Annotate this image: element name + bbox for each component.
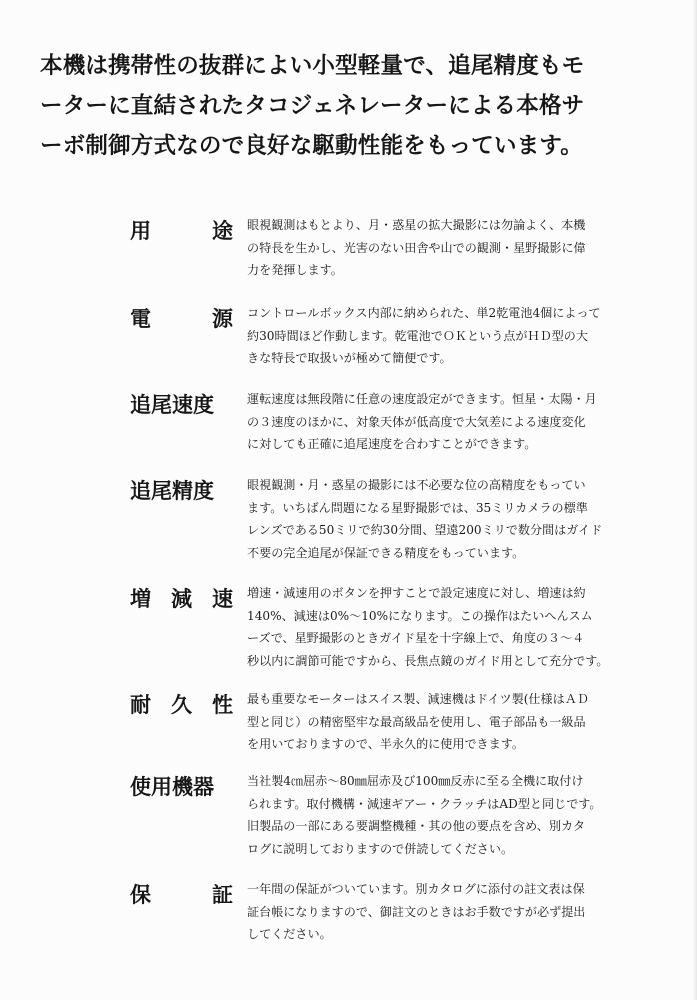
- section-heading: 増 減 速: [130, 587, 233, 611]
- section-body: 眼視観測・月・惑星の撮影には不必要な位の高精度をもってい ます。いちばん問題になる星野撮影では、35ミリカメラの標準 レンズである50ミリで約30分間、望遠200ミリで数分間はガイド 不要の完全追尾が保証できる精度をもっています。: [247, 478, 603, 560]
- intro-line: ーボ制御方式なので良好な駆動性能をもっています。: [40, 133, 584, 159]
- section-body: 眼視観測はもとより、月・惑星の拡大撮影には勿論よく、本機 の特長を生かし、光害のない田舎や山での観測・星野撮影に偉 力を発揮します。: [247, 218, 586, 278]
- section-body: コントロールボックス内部に納められた、単2乾電池4個によって 約30時間ほど作動します。乾電池でＯＫという点がＨＤ型の大 きな特長で取扱いが極めて簡便です。: [247, 306, 601, 366]
- section-body: 増速・減速用のボタンを押すことで設定速度に対し、増速は約 140%、減速は0%～10%になります。この操作はたいへんスム ーズで、星野撮影のときガイド星を十字線上で、角度の３～４ 秒以内に調節可能ですから、長焦点鏡のガイド用として充分です。: [247, 586, 609, 668]
- section-heading: 追尾精度: [130, 479, 214, 503]
- section-body: 当社製4㎝屈赤～80㎜屈赤及び100㎜反赤に至る全機に取付け られます。取付機構・減速ギアー・クラッチはAD型と同じです。 旧製品の一部にある要調整機種・其の他の要点を含め、別カタ ログに説明しておりますので併読してください。: [247, 774, 602, 856]
- section-body: 最も重要なモーターはスイス製、減速機はドイツ製(仕様はＡＤ 型と同じ）の精密堅牢な最高級品を使用し、電子部品も一級品 を用いておりますので、半永久的に使用できます。: [247, 692, 589, 752]
- section-body: 運転速度は無段階に任意の速度設定ができます。恒星・太陽・月 の３速度のほかに、対象天体が低高度で大気差による速度変化 に対しても正確に追尾速度を合わすことができます。: [247, 392, 597, 452]
- intro-line: 本機は携帯性の抜群によい小型軽量で、追尾精度もモ: [40, 53, 585, 79]
- section-heading: 使用機器: [130, 775, 214, 799]
- intro-paragraph: [40, 46, 670, 166]
- intro-line: ーターに直結されたタコジェネレーターによる本格サ: [40, 93, 585, 119]
- section-heading: 保 証: [130, 883, 233, 907]
- section-body: 一年間の保証がついています。別カタログに添付の註文表は保 証台帳になりますので、御註文のときはお手数ですが必ず提出 してください。: [247, 882, 586, 942]
- section-heading: 電 源: [130, 307, 233, 331]
- section-heading: 追尾速度: [130, 393, 214, 417]
- section-heading: 用 途: [130, 219, 233, 243]
- section-heading: 耐 久 性: [130, 693, 233, 717]
